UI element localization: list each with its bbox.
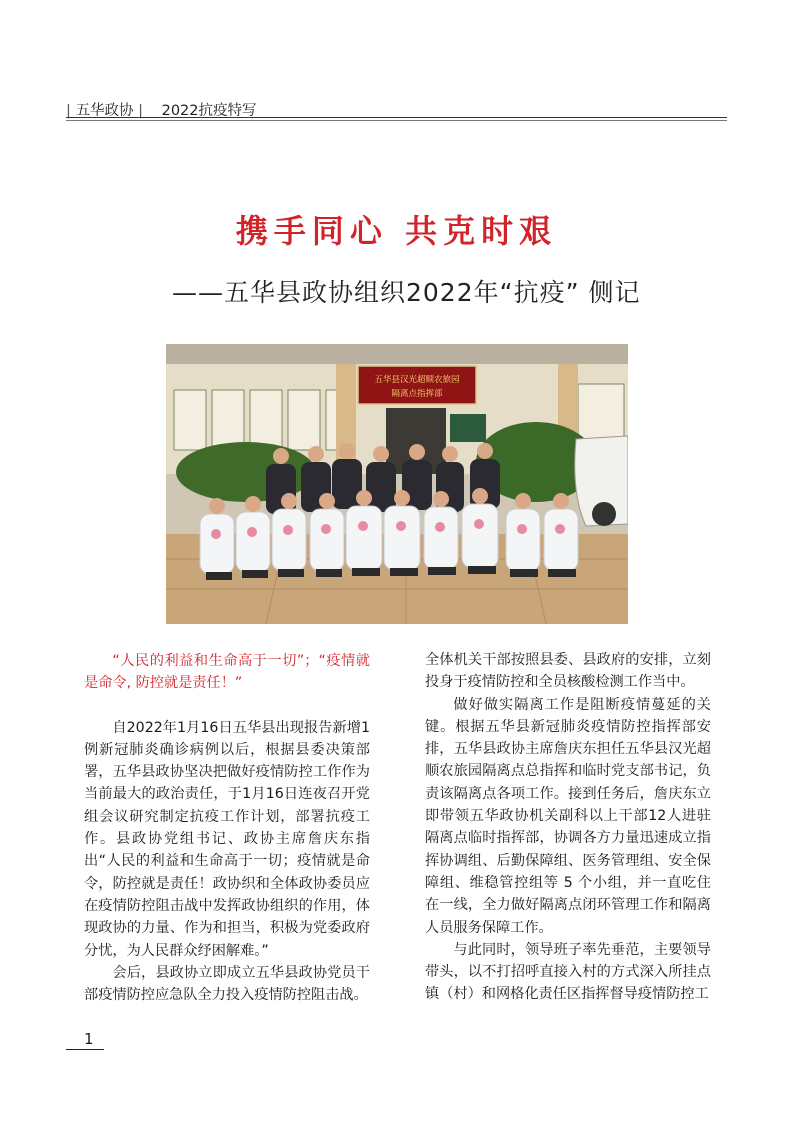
paragraph: 全体机关干部按照县委、县政府的安排，立刻投身于疫情防控和全员核酸检测工作当中。 [425, 652, 711, 691]
article-subtitle: ——五华县政协组织2022年“抗疫” 侧记 [172, 278, 641, 307]
header-org: 五华政协 [75, 103, 134, 119]
group-photo [166, 344, 628, 624]
header-rule-thin [66, 120, 727, 121]
running-header: | 五华政协 | 2022抗疫特写 [66, 103, 257, 119]
sign-text-line1: 五华县汉光超顺农旅园 [374, 375, 460, 385]
header-rule [66, 117, 727, 118]
header-section: 2022抗疫特写 [161, 103, 257, 119]
highlight-quote [84, 650, 370, 695]
sign-text-line2: 隔离点指挥部 [391, 389, 443, 399]
paragraph: 做好做实隔离工作是阻断疫情蔓延的关键。根据五华县新冠肺炎疫情防控指挥部安排，五华县政协主席詹庆东担任五华县汉光超顺农旅园隔离点总指挥和临时党支部书记，负责该隔离点各项工作。接到任务后，詹庆东立即带领五华政协机关副科以上干部12人进驻隔离点临时指挥部，协调各方力量迅速成立指挥协调组、后勤保障组、医务管理组、安全保障组、维稳管控组等 5 个小组，并一直吃住在一线，全力做好隔离点闭环管理工作和隔离人员服务保障工作。 [425, 696, 711, 936]
page-number: 1 [84, 1030, 94, 1048]
paragraph: 自2022年1月16日五华县出现报告新增1例新冠肺炎确诊病例以后，根据县委决策部署，五华县政协坚决把做好疫情防控工作作为当前最大的政治责任，于1月16日连夜召开党组会议研究制定抗疫工作计划，部署抗疫工作。县政协党组书记、政协主席詹庆东指出“人民的利益和生命高于一切；疫情就是命令，防控就是责任！政协织和全体政协委员应在疫情防控阻击战中发挥政协组织的作用，体现政协的力量、作为和担当，积极为党委政府分忧，为人民群众纾困解难。” [84, 719, 370, 959]
left-column [84, 650, 370, 1006]
paragraph: 与此同时，领导班子率先垂范，主要领导带头，以不打招呼直接入村的方式深入所挂点镇（村）和网格化责任区指挥督导疫情防控工 [425, 941, 711, 1003]
paragraph: 会后，县政协立即成立五华县政协党员干部疫情防控应急队全力投入疫情防控阻击战。 [84, 964, 370, 1004]
right-column [425, 649, 711, 1006]
page-number-rule [66, 1049, 104, 1050]
quote-text: “人民的利益和生命高于一切”；“疫情就是命令, 防控就是责任！” [84, 653, 370, 692]
article-title: 携手同心 共克时艰 [235, 212, 558, 250]
